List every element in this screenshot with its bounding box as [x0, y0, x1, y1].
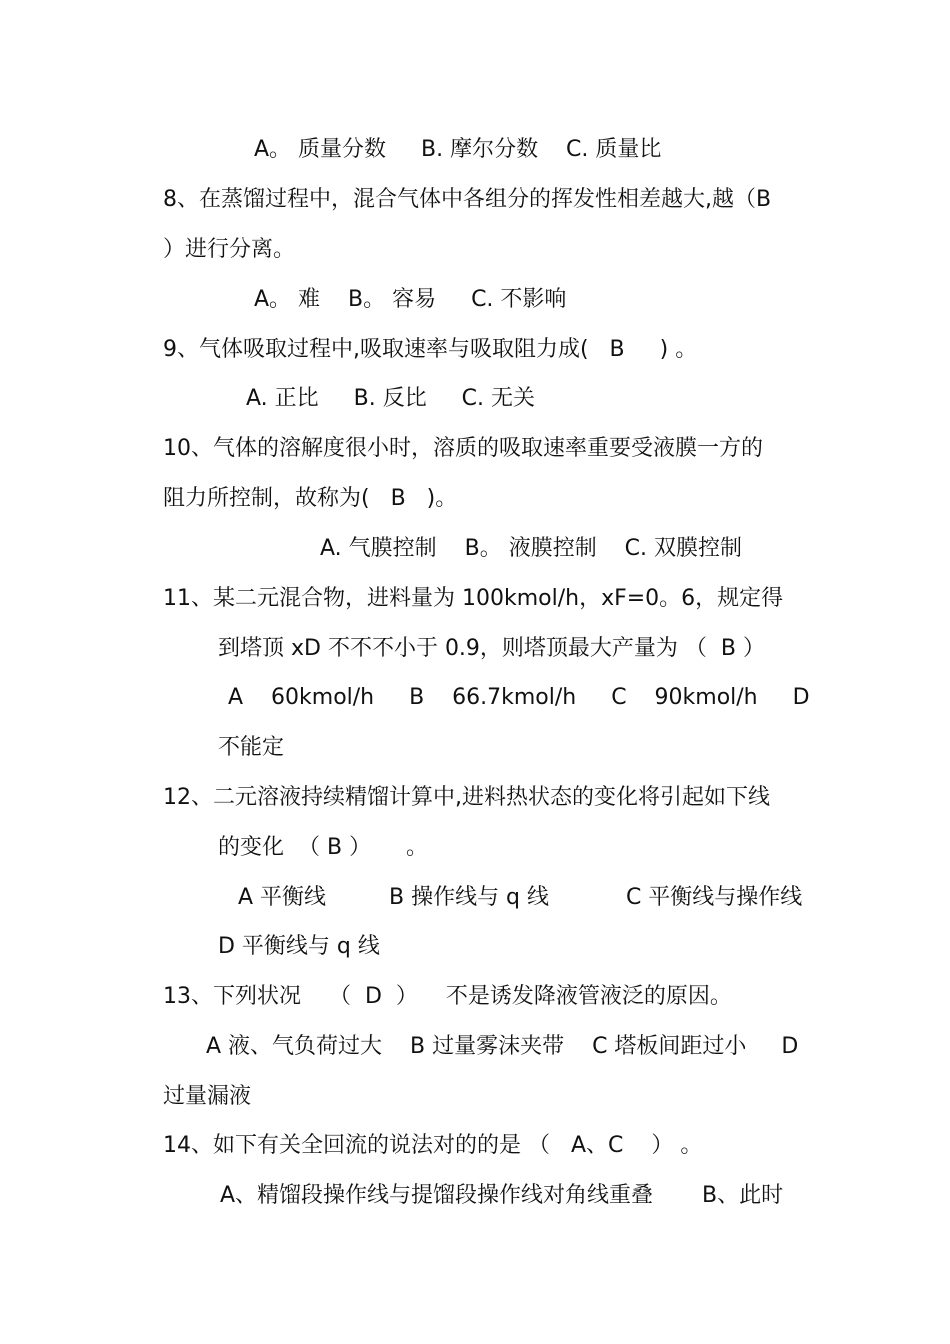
q13-stem: 13、下列状况 （ D ） 不是诱发降液管液泛的原因。	[163, 984, 732, 1009]
q7-options: A。 质量分数 B. 摩尔分数 C. 质量比	[254, 137, 662, 162]
q14-stem: 14、如下有关全回流的说法对的的是 （ A、C ） 。	[163, 1133, 703, 1158]
q11-stem-line1: 11、某二元混合物，进料量为 100kmol/h，xF=0。6，规定得	[163, 586, 784, 611]
q12-options: A 平衡线 B 操作线与 q 线 C 平衡线与操作线	[238, 885, 803, 910]
q8-options: A。 难 B。 容易 C. 不影响	[254, 287, 567, 312]
q9-options: A. 正比 B. 反比 C. 无关	[246, 386, 536, 411]
q12-stem-line2: 的变化 （ B ） 。	[218, 835, 429, 860]
q11-stem-line2: 到塔顶 xD 不不不小于 0.9，则塔顶最大产量为 （ B ）	[218, 636, 765, 661]
q10-options: A. 气膜控制 B。 液膜控制 C. 双膜控制	[320, 536, 743, 561]
q14-options: A、精馏段操作线与提馏段操作线对角线重叠 B、此时	[220, 1183, 784, 1208]
q13-option-d: 过量漏液	[163, 1084, 252, 1109]
q9-stem: 9、气体吸取过程中,吸取速率与吸取阻力成( B ) 。	[163, 337, 698, 362]
q13-options: A 液、气负荷过大 B 过量雾沫夹带 C 塔板间距过小 D	[206, 1034, 799, 1059]
q8-stem-line1: 8、在蒸馏过程中，混合气体中各组分的挥发性相差越大,越（B	[163, 187, 772, 212]
q12-option-d: D 平衡线与 q 线	[218, 934, 380, 959]
q11-option-d: 不能定	[218, 735, 285, 760]
q10-stem-line1: 10、气体的溶解度很小时，溶质的吸取速率重要受液膜一方的	[163, 436, 763, 461]
q12-stem-line1: 12、二元溶液持续精馏计算中,进料热状态的变化将引起如下线	[163, 785, 770, 810]
q8-stem-line2: ）进行分离。	[163, 237, 296, 262]
q11-options: A 60kmol/h B 66.7kmol/h C 90kmol/h D	[228, 685, 810, 710]
q10-stem-line2: 阻力所控制，故称为( B )。	[163, 486, 458, 511]
